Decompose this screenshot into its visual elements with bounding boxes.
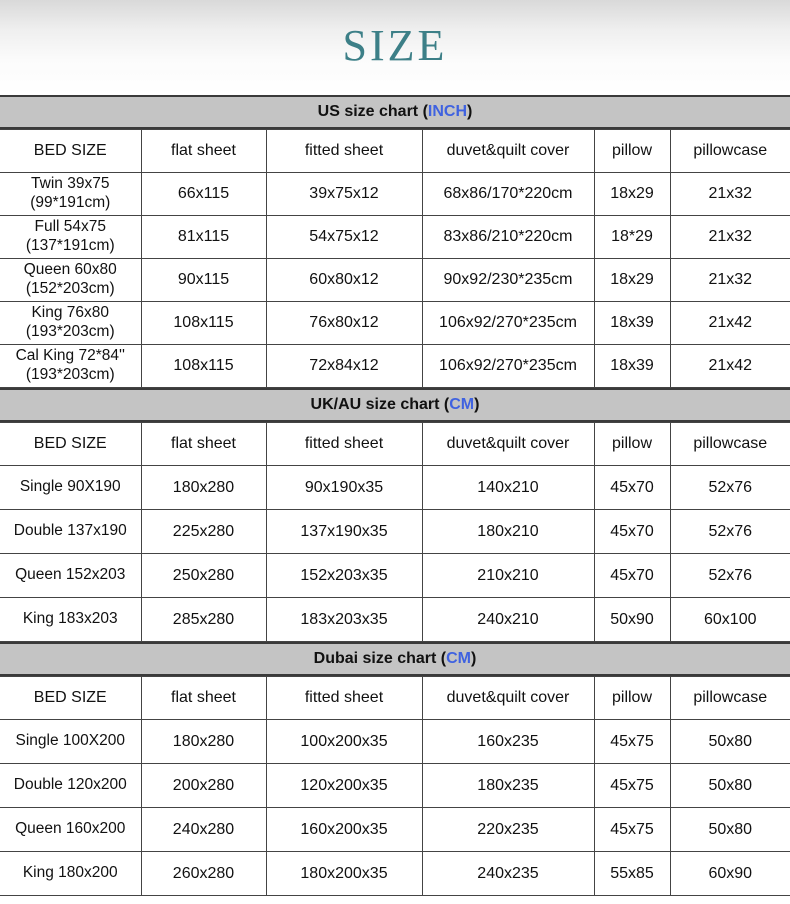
table-cell: 106x92/270*235cm: [422, 345, 594, 388]
column-header: fitted sheet: [266, 130, 422, 173]
table-header-row: [0, 423, 790, 466]
table-cell: 120x200x35: [266, 764, 422, 808]
table-cell: 45x75: [594, 720, 670, 764]
table-cell: 50x80: [670, 808, 790, 852]
column-header: duvet&quilt cover: [422, 130, 594, 173]
table-cell: 76x80x12: [266, 302, 422, 345]
table-cell: 180x280: [141, 720, 266, 764]
chart-title-text: UK/AU size chart (: [310, 396, 450, 413]
table-header-row: [0, 130, 790, 173]
table-cell: 210x210: [422, 554, 594, 598]
table-cell: 66x115: [141, 173, 266, 216]
table-row: [0, 510, 790, 554]
table-row: [0, 808, 790, 852]
table-cell: 52x76: [670, 554, 790, 598]
table-cell: 260x280: [141, 852, 266, 896]
chart-unit: CM: [449, 396, 475, 413]
table-cell: 90x115: [141, 259, 266, 302]
table-cell: 21x32: [670, 216, 790, 259]
table-row: [0, 720, 790, 764]
table-cell: 183x203x35: [266, 598, 422, 642]
bed-size-cell: King 183x203: [0, 598, 141, 642]
table-row: [0, 216, 790, 259]
column-header: pillowcase: [670, 130, 790, 173]
bed-size-cell: Queen 60x80 (152*203cm): [0, 259, 141, 302]
table-cell: 220x235: [422, 808, 594, 852]
table-cell: 285x280: [141, 598, 266, 642]
column-header: pillow: [594, 130, 670, 173]
column-header: pillowcase: [670, 423, 790, 466]
bed-size-cell: Queen 160x200: [0, 808, 141, 852]
table-cell: 240x235: [422, 852, 594, 896]
table-cell: 45x70: [594, 554, 670, 598]
table-cell: 18x29: [594, 173, 670, 216]
table-cell: 54x75x12: [266, 216, 422, 259]
table-cell: 106x92/270*235cm: [422, 302, 594, 345]
table-cell: 21x32: [670, 259, 790, 302]
size-table: [0, 422, 790, 642]
table-row: [0, 173, 790, 216]
table-row: [0, 466, 790, 510]
chart-title-close: ): [471, 650, 477, 667]
table-cell: 50x90: [594, 598, 670, 642]
table-cell: 21x32: [670, 173, 790, 216]
table-cell: 180x210: [422, 510, 594, 554]
table-cell: 100x200x35: [266, 720, 422, 764]
table-row: [0, 554, 790, 598]
column-header: duvet&quilt cover: [422, 423, 594, 466]
bed-size-cell: Queen 152x203: [0, 554, 141, 598]
column-header: pillow: [594, 423, 670, 466]
bed-size-cell: Twin 39x75 (99*191cm): [0, 173, 141, 216]
column-header: BED SIZE: [0, 677, 141, 720]
bed-size-cell: Double 120x200: [0, 764, 141, 808]
table-cell: 160x235: [422, 720, 594, 764]
table-row: [0, 764, 790, 808]
table-cell: 18x29: [594, 259, 670, 302]
table-cell: 137x190x35: [266, 510, 422, 554]
chart-title: [0, 388, 790, 422]
table-cell: 52x76: [670, 510, 790, 554]
column-header: BED SIZE: [0, 423, 141, 466]
chart-title: [0, 642, 790, 676]
table-cell: 72x84x12: [266, 345, 422, 388]
table-cell: 68x86/170*220cm: [422, 173, 594, 216]
table-cell: 50x80: [670, 720, 790, 764]
bed-size-cell: Single 100X200: [0, 720, 141, 764]
column-header: flat sheet: [141, 423, 266, 466]
table-cell: 81x115: [141, 216, 266, 259]
table-row: [0, 852, 790, 896]
column-header: fitted sheet: [266, 423, 422, 466]
table-cell: 225x280: [141, 510, 266, 554]
table-cell: 60x100: [670, 598, 790, 642]
bed-size-cell: Single 90X190: [0, 466, 141, 510]
table-cell: 60x90: [670, 852, 790, 896]
table-row: [0, 598, 790, 642]
table-cell: 45x75: [594, 808, 670, 852]
table-header-row: [0, 677, 790, 720]
table-cell: 55x85: [594, 852, 670, 896]
table-row: [0, 302, 790, 345]
table-cell: 45x70: [594, 510, 670, 554]
table-cell: 240x210: [422, 598, 594, 642]
bed-size-cell: King 180x200: [0, 852, 141, 896]
table-cell: 18x39: [594, 345, 670, 388]
table-cell: 160x200x35: [266, 808, 422, 852]
chart-title-close: ): [474, 396, 480, 413]
table-cell: 39x75x12: [266, 173, 422, 216]
table-cell: 180x235: [422, 764, 594, 808]
table-cell: 200x280: [141, 764, 266, 808]
bed-size-cell: Double 137x190: [0, 510, 141, 554]
column-header: flat sheet: [141, 130, 266, 173]
table-cell: 180x280: [141, 466, 266, 510]
table-cell: 52x76: [670, 466, 790, 510]
size-chart-2: [0, 388, 790, 642]
size-chart-3: [0, 642, 790, 896]
table-cell: 45x70: [594, 466, 670, 510]
table-cell: 108x115: [141, 302, 266, 345]
table-cell: 21x42: [670, 345, 790, 388]
chart-title: [0, 95, 790, 129]
table-cell: 60x80x12: [266, 259, 422, 302]
table-cell: 18x39: [594, 302, 670, 345]
table-row: [0, 345, 790, 388]
chart-title-text: Dubai size chart (: [313, 650, 447, 667]
column-header: BED SIZE: [0, 130, 141, 173]
table-cell: 152x203x35: [266, 554, 422, 598]
hero-banner: [0, 0, 790, 95]
bed-size-cell: Full 54x75 (137*191cm): [0, 216, 141, 259]
bed-size-cell: Cal King 72*84'' (193*203cm): [0, 345, 141, 388]
size-table: [0, 676, 790, 896]
size-chart-1: [0, 95, 790, 388]
table-cell: 83x86/210*220cm: [422, 216, 594, 259]
table-cell: 240x280: [141, 808, 266, 852]
table-cell: 140x210: [422, 466, 594, 510]
chart-title-text: US size chart (: [317, 103, 428, 120]
bed-size-cell: King 76x80 (193*203cm): [0, 302, 141, 345]
table-cell: 90x190x35: [266, 466, 422, 510]
column-header: flat sheet: [141, 677, 266, 720]
table-cell: 108x115: [141, 345, 266, 388]
page-title: SIZE: [342, 21, 448, 70]
size-table: [0, 129, 790, 388]
size-charts: [0, 95, 790, 896]
column-header: fitted sheet: [266, 677, 422, 720]
table-cell: 21x42: [670, 302, 790, 345]
chart-title-close: ): [467, 103, 473, 120]
table-cell: 50x80: [670, 764, 790, 808]
column-header: pillowcase: [670, 677, 790, 720]
table-cell: 45x75: [594, 764, 670, 808]
table-cell: 18*29: [594, 216, 670, 259]
table-cell: 90x92/230*235cm: [422, 259, 594, 302]
table-cell: 180x200x35: [266, 852, 422, 896]
column-header: pillow: [594, 677, 670, 720]
column-header: duvet&quilt cover: [422, 677, 594, 720]
chart-unit: INCH: [427, 103, 468, 120]
table-row: [0, 259, 790, 302]
chart-unit: CM: [446, 650, 472, 667]
table-cell: 250x280: [141, 554, 266, 598]
